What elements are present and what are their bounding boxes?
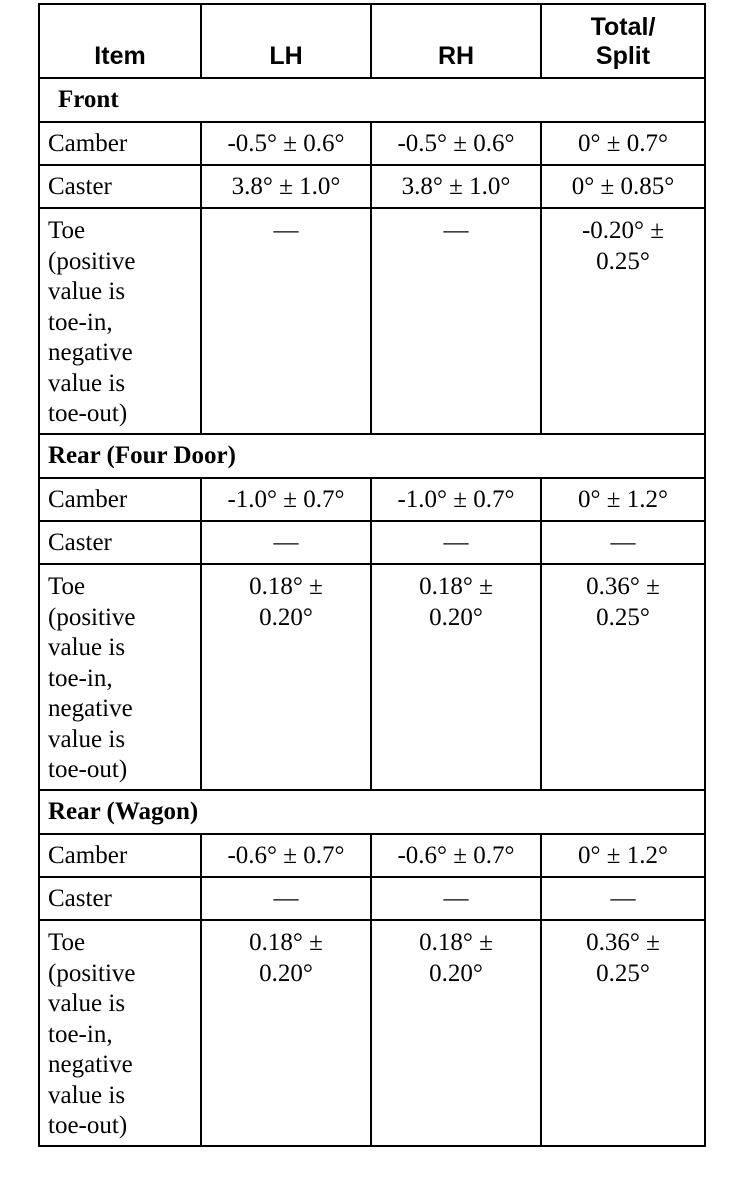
rh-cell: — [371,208,541,434]
rh-cell: — [371,877,541,920]
item-cell: Toe (positive value is toe-in, negative value is toe-out) [39,208,201,434]
lh-cell: -1.0° ± 0.7° [201,478,371,521]
total-cell: 0° ± 1.2° [541,478,705,521]
section-title: Rear (Wagon) [39,790,705,834]
table-row [39,877,705,920]
rh-cell: 0.18° ± 0.20° [371,564,541,790]
table-row [39,165,705,208]
item-cell: Toe (positive value is toe-in, negative value is toe-out) [39,564,201,790]
rh-cell: -0.5° ± 0.6° [371,122,541,165]
total-cell: — [541,521,705,564]
item-cell: Camber [39,834,201,877]
total-cell: 0° ± 0.85° [541,165,705,208]
rh-cell: -0.6° ± 0.7° [371,834,541,877]
item-cell: Caster [39,521,201,564]
rh-cell: -1.0° ± 0.7° [371,478,541,521]
table-row [39,521,705,564]
lh-cell: -0.6° ± 0.7° [201,834,371,877]
rh-cell: 0.18° ± 0.20° [371,920,541,1146]
total-cell: 0.36° ± 0.25° [541,920,705,1146]
lh-cell: 3.8° ± 1.0° [201,165,371,208]
section-title: Rear (Four Door) [39,434,705,478]
item-cell: Caster [39,877,201,920]
item-cell: Toe (positive value is toe-in, negative value is toe-out) [39,920,201,1146]
lh-cell: — [201,877,371,920]
section-row-rear-four-door [39,434,705,478]
header-rh: RH [371,4,541,78]
table-row [39,920,705,1146]
lh-cell: — [201,208,371,434]
item-cell: Camber [39,122,201,165]
total-cell: — [541,877,705,920]
rh-cell: — [371,521,541,564]
header-item: Item [39,4,201,78]
lh-cell: 0.18° ± 0.20° [201,920,371,1146]
lh-cell: — [201,521,371,564]
rh-cell: 3.8° ± 1.0° [371,165,541,208]
table-row [39,208,705,434]
table-row [39,834,705,877]
table-row [39,564,705,790]
lh-cell: -0.5° ± 0.6° [201,122,371,165]
total-cell: -0.20° ± 0.25° [541,208,705,434]
lh-cell: 0.18° ± 0.20° [201,564,371,790]
section-row-front [39,78,705,122]
section-row-rear-wagon [39,790,705,834]
header-lh: LH [201,4,371,78]
section-title: Front [39,78,705,122]
alignment-spec-table [38,3,706,1147]
total-cell: 0° ± 0.7° [541,122,705,165]
item-cell: Caster [39,165,201,208]
total-cell: 0° ± 1.2° [541,834,705,877]
table-row [39,122,705,165]
table-header-row [39,4,705,78]
header-total-split: Total/ Split [541,4,705,78]
item-cell: Camber [39,478,201,521]
table-row [39,478,705,521]
total-cell: 0.36° ± 0.25° [541,564,705,790]
